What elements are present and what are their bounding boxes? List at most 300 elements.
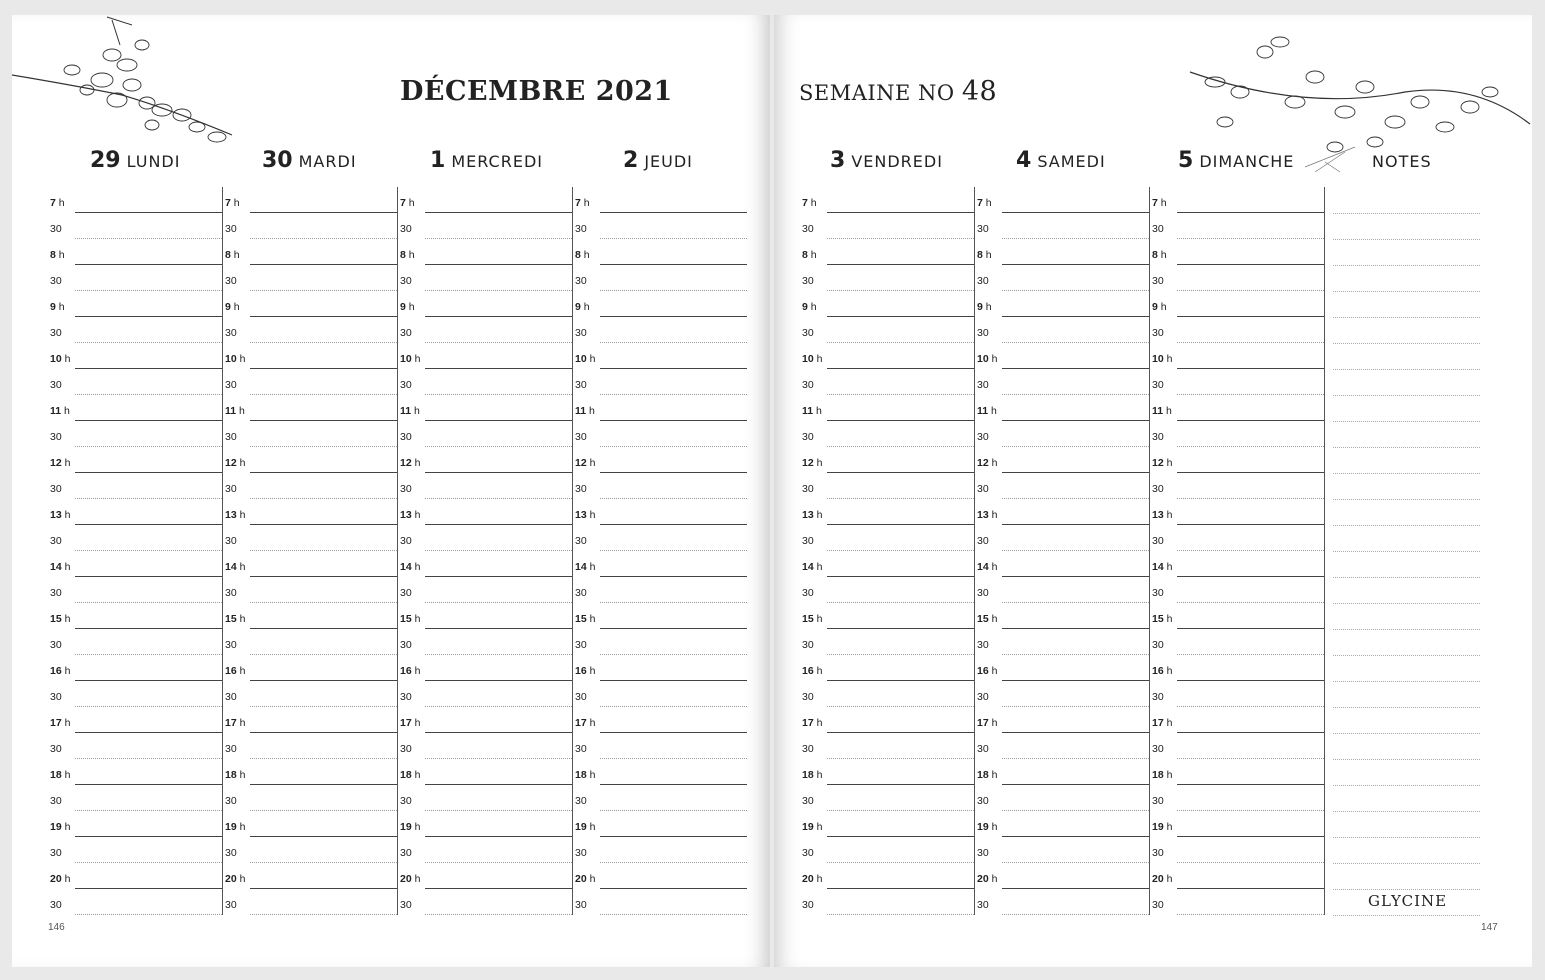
week-number: 48 [961,76,998,107]
half-hour-slot[interactable] [799,473,974,499]
writing-line [75,914,222,915]
hour-slot[interactable] [1149,811,1324,837]
half-hour-slot[interactable] [1149,265,1324,291]
hour-slot[interactable] [47,759,222,785]
hour-slot[interactable] [47,655,222,681]
time-label: 30 [575,743,587,755]
half-hour-slot[interactable] [47,837,222,863]
day-date: 2 [623,148,639,173]
half-hour-slot[interactable] [572,473,747,499]
hour-slot[interactable] [799,863,974,889]
hour-slot[interactable] [222,603,397,629]
half-hour-slot[interactable] [47,629,222,655]
time-label: 18 h [1152,769,1173,781]
half-hour-slot[interactable] [572,421,747,447]
hour-slot[interactable] [397,811,572,837]
hour-slot[interactable] [572,239,747,265]
half-hour-slot[interactable] [799,213,974,239]
time-label: 9 h [1152,301,1167,313]
time-label: 19 h [400,821,421,833]
day-header-thursday [623,148,693,173]
time-label: 30 [802,327,814,339]
hour-slot[interactable] [222,759,397,785]
half-hour-slot[interactable] [572,577,747,603]
half-hour-slot[interactable] [222,525,397,551]
hour-slot[interactable] [222,395,397,421]
half-hour-slot[interactable] [1149,317,1324,343]
half-hour-slot[interactable] [222,265,397,291]
time-label: 16 h [977,665,998,677]
half-hour-slot[interactable] [1149,213,1324,239]
day-header-saturday [1016,148,1106,173]
time-label: 30 [802,483,814,495]
hour-slot[interactable] [47,447,222,473]
week-title-prefix: SEMAINE NO [799,81,955,105]
hour-slot[interactable] [799,811,974,837]
hour-slot[interactable] [222,447,397,473]
hour-slot[interactable] [1149,291,1324,317]
hour-slot[interactable] [572,187,747,213]
time-label: 18 h [225,769,246,781]
half-hour-slot[interactable] [222,889,397,915]
half-hour-slot[interactable] [799,525,974,551]
time-label: 7 h [977,197,992,209]
time-label: 14 h [977,561,998,573]
time-label: 30 [802,587,814,599]
time-label: 15 h [977,613,998,625]
time-label: 30 [50,327,62,339]
half-hour-slot[interactable] [222,577,397,603]
time-label: 9 h [400,301,415,313]
hour-slot[interactable] [222,655,397,681]
half-hour-slot[interactable] [1149,629,1324,655]
hour-slot[interactable] [397,863,572,889]
half-hour-slot[interactable] [572,265,747,291]
hour-slot[interactable] [1149,655,1324,681]
hour-slot[interactable] [1149,343,1324,369]
half-hour-slot[interactable] [222,213,397,239]
time-label: 11 h [802,405,822,417]
hour-slot[interactable] [1149,759,1324,785]
time-label: 30 [802,899,814,911]
half-hour-slot[interactable] [799,369,974,395]
half-hour-slot[interactable] [974,889,1149,915]
half-hour-slot[interactable] [1149,577,1324,603]
hour-slot[interactable] [1149,239,1324,265]
hour-slot[interactable] [397,239,572,265]
time-label: 30 [1152,743,1164,755]
half-hour-slot[interactable] [1149,525,1324,551]
hour-slot[interactable] [974,239,1149,265]
time-label: 16 h [400,665,421,677]
note-line [1333,473,1480,474]
half-hour-slot[interactable] [572,733,747,759]
day-header-monday [90,148,180,173]
hour-slot[interactable] [799,551,974,577]
writing-line [1177,914,1324,915]
note-line [1333,733,1480,734]
half-hour-slot[interactable] [397,525,572,551]
time-label: 30 [225,535,237,547]
hour-slot[interactable] [974,395,1149,421]
half-hour-slot[interactable] [974,265,1149,291]
half-hour-slot[interactable] [974,213,1149,239]
half-hour-slot[interactable] [974,421,1149,447]
hour-slot[interactable] [47,707,222,733]
half-hour-slot[interactable] [47,733,222,759]
day-date: 30 [262,148,293,173]
half-hour-slot[interactable] [1149,421,1324,447]
time-label: 30 [802,379,814,391]
writing-line [1002,914,1149,915]
half-hour-slot[interactable] [799,317,974,343]
hour-slot[interactable] [572,291,747,317]
half-hour-slot[interactable] [974,733,1149,759]
hour-slot[interactable] [397,291,572,317]
half-hour-slot[interactable] [572,525,747,551]
page-number-left: 146 [48,922,65,933]
hour-slot[interactable] [799,499,974,525]
half-hour-slot[interactable] [974,369,1149,395]
note-line [1333,863,1480,864]
half-hour-slot[interactable] [222,421,397,447]
half-hour-slot[interactable] [1149,837,1324,863]
half-hour-slot[interactable] [47,317,222,343]
note-line [1333,525,1480,526]
hour-slot[interactable] [974,551,1149,577]
hour-slot[interactable] [1149,447,1324,473]
note-line [1333,239,1480,240]
half-hour-slot[interactable] [222,785,397,811]
note-line [1333,291,1480,292]
schedule-column-wednesday [397,187,573,915]
hour-slot[interactable] [572,343,747,369]
time-label: 30 [400,327,412,339]
hour-slot[interactable] [974,343,1149,369]
half-hour-slot[interactable] [47,265,222,291]
day-name: SAMEDI [1037,152,1106,171]
hour-slot[interactable] [222,187,397,213]
hour-slot[interactable] [974,187,1149,213]
half-hour-slot[interactable] [47,525,222,551]
hour-slot[interactable] [974,499,1149,525]
notes-area[interactable] [1333,187,1480,915]
hour-slot[interactable] [397,655,572,681]
hour-slot[interactable] [397,499,572,525]
time-label: 13 h [400,509,421,521]
hour-slot[interactable] [799,447,974,473]
hour-slot[interactable] [799,707,974,733]
half-hour-slot[interactable] [974,785,1149,811]
hour-slot[interactable] [47,603,222,629]
time-label: 30 [225,275,237,287]
half-hour-slot[interactable] [47,473,222,499]
half-hour-slot[interactable] [572,785,747,811]
hour-slot[interactable] [572,395,747,421]
time-label: 30 [802,275,814,287]
time-label: 8 h [802,249,817,261]
hour-slot[interactable] [222,551,397,577]
time-label: 12 h [50,457,71,469]
hour-slot[interactable] [222,239,397,265]
time-label: 30 [575,275,587,287]
half-hour-slot[interactable] [47,421,222,447]
half-hour-slot[interactable] [799,629,974,655]
half-hour-slot[interactable] [397,681,572,707]
half-hour-slot[interactable] [572,213,747,239]
hour-slot[interactable] [974,707,1149,733]
note-line [1333,317,1480,318]
hour-slot[interactable] [47,551,222,577]
half-hour-slot[interactable] [572,369,747,395]
note-line [1333,395,1480,396]
half-hour-slot[interactable] [974,629,1149,655]
half-hour-slot[interactable] [1149,369,1324,395]
hour-slot[interactable] [397,603,572,629]
half-hour-slot[interactable] [1149,733,1324,759]
time-label: 19 h [50,821,71,833]
hour-slot[interactable] [572,447,747,473]
half-hour-slot[interactable] [1149,681,1324,707]
time-label: 30 [1152,379,1164,391]
half-hour-slot[interactable] [1149,889,1324,915]
hour-slot[interactable] [222,863,397,889]
note-line [1333,343,1480,344]
hour-slot[interactable] [572,811,747,837]
half-hour-slot[interactable] [799,421,974,447]
half-hour-slot[interactable] [974,317,1149,343]
time-label: 30 [50,691,62,703]
hour-slot[interactable] [397,343,572,369]
hour-slot[interactable] [397,447,572,473]
time-label: 17 h [1152,717,1173,729]
half-hour-slot[interactable] [974,525,1149,551]
time-label: 15 h [1152,613,1173,625]
hour-slot[interactable] [222,811,397,837]
half-hour-slot[interactable] [572,837,747,863]
time-label: 9 h [802,301,817,313]
hour-slot[interactable] [974,863,1149,889]
hour-slot[interactable] [1149,863,1324,889]
hour-slot[interactable] [397,707,572,733]
notes-header: NOTES [1372,152,1432,171]
time-label: 30 [1152,899,1164,911]
half-hour-slot[interactable] [397,733,572,759]
time-label: 13 h [575,509,596,521]
time-label: 30 [225,223,237,235]
hour-slot[interactable] [397,759,572,785]
hour-slot[interactable] [974,447,1149,473]
half-hour-slot[interactable] [397,369,572,395]
time-label: 14 h [50,561,71,573]
time-label: 30 [50,847,62,859]
hour-slot[interactable] [799,239,974,265]
time-label: 17 h [802,717,823,729]
half-hour-slot[interactable] [397,785,572,811]
half-hour-slot[interactable] [397,889,572,915]
page-number-right: 147 [1481,922,1498,933]
half-hour-slot[interactable] [799,265,974,291]
half-hour-slot[interactable] [397,421,572,447]
time-label: 13 h [1152,509,1173,521]
half-hour-slot[interactable] [397,837,572,863]
half-hour-slot[interactable] [974,577,1149,603]
hour-slot[interactable] [222,343,397,369]
hour-slot[interactable] [1149,707,1324,733]
hour-slot[interactable] [974,655,1149,681]
hour-slot[interactable] [47,863,222,889]
time-label: 8 h [575,249,590,261]
time-label: 30 [400,431,412,443]
half-hour-slot[interactable] [974,473,1149,499]
hour-slot[interactable] [1149,603,1324,629]
hour-slot[interactable] [974,759,1149,785]
hour-slot[interactable] [572,655,747,681]
time-label: 30 [50,899,62,911]
note-line [1333,681,1480,682]
time-label: 18 h [400,769,421,781]
half-hour-slot[interactable] [222,369,397,395]
time-label: 12 h [400,457,421,469]
time-label: 14 h [1152,561,1173,573]
hour-slot[interactable] [974,603,1149,629]
hour-slot[interactable] [974,291,1149,317]
hour-slot[interactable] [397,551,572,577]
half-hour-slot[interactable] [47,681,222,707]
hour-slot[interactable] [47,187,222,213]
time-label: 30 [802,639,814,651]
half-hour-slot[interactable] [47,369,222,395]
time-label: 30 [400,379,412,391]
hour-slot[interactable] [799,395,974,421]
time-label: 30 [802,691,814,703]
half-hour-slot[interactable] [222,473,397,499]
hour-slot[interactable] [222,707,397,733]
hour-slot[interactable] [799,759,974,785]
hour-slot[interactable] [1149,551,1324,577]
hour-slot[interactable] [397,187,572,213]
half-hour-slot[interactable] [974,681,1149,707]
hour-slot[interactable] [397,395,572,421]
half-hour-slot[interactable] [799,681,974,707]
hour-slot[interactable] [1149,499,1324,525]
day-date: 29 [90,148,121,173]
half-hour-slot[interactable] [397,473,572,499]
time-label: 30 [1152,223,1164,235]
hour-slot[interactable] [799,603,974,629]
day-name: JEUDI [644,152,693,171]
time-label: 14 h [225,561,246,573]
hour-slot[interactable] [47,499,222,525]
half-hour-slot[interactable] [222,837,397,863]
half-hour-slot[interactable] [799,577,974,603]
day-name: MERCREDI [451,152,543,171]
half-hour-slot[interactable] [1149,473,1324,499]
hour-slot[interactable] [1149,187,1324,213]
time-label: 30 [50,535,62,547]
time-label: 30 [977,795,989,807]
time-label: 15 h [225,613,246,625]
hour-slot[interactable] [222,291,397,317]
half-hour-slot[interactable] [222,629,397,655]
time-label: 30 [977,327,989,339]
half-hour-slot[interactable] [799,837,974,863]
half-hour-slot[interactable] [799,889,974,915]
hour-slot[interactable] [47,811,222,837]
half-hour-slot[interactable] [397,577,572,603]
flower-caption: GLYCINE [1368,892,1448,910]
note-line [1333,915,1480,916]
time-label: 30 [977,223,989,235]
half-hour-slot[interactable] [222,733,397,759]
half-hour-slot[interactable] [572,681,747,707]
time-label: 30 [977,483,989,495]
half-hour-slot[interactable] [397,265,572,291]
hour-slot[interactable] [799,343,974,369]
half-hour-slot[interactable] [47,213,222,239]
hour-slot[interactable] [799,187,974,213]
hour-slot[interactable] [572,707,747,733]
schedule-column-saturday [974,187,1150,915]
half-hour-slot[interactable] [572,889,747,915]
hour-slot[interactable] [799,291,974,317]
hour-slot[interactable] [47,343,222,369]
hour-slot[interactable] [572,551,747,577]
time-label: 15 h [50,613,71,625]
hour-slot[interactable] [974,811,1149,837]
note-line [1333,265,1480,266]
time-label: 13 h [802,509,823,521]
hour-slot[interactable] [572,759,747,785]
half-hour-slot[interactable] [1149,785,1324,811]
time-label: 14 h [400,561,421,573]
half-hour-slot[interactable] [974,837,1149,863]
month-title: DÉCEMBRE 2021 [400,76,673,107]
writing-line [600,914,747,915]
time-label: 30 [1152,587,1164,599]
half-hour-slot[interactable] [799,733,974,759]
half-hour-slot[interactable] [572,629,747,655]
hour-slot[interactable] [572,499,747,525]
hour-slot[interactable] [47,291,222,317]
hour-slot[interactable] [47,395,222,421]
hour-slot[interactable] [572,863,747,889]
time-label: 20 h [1152,873,1173,885]
hour-slot[interactable] [222,499,397,525]
half-hour-slot[interactable] [222,317,397,343]
half-hour-slot[interactable] [222,681,397,707]
time-label: 17 h [575,717,596,729]
time-label: 30 [802,795,814,807]
half-hour-slot[interactable] [572,317,747,343]
time-label: 18 h [977,769,998,781]
schedule-column-sunday [1149,187,1325,915]
hour-slot[interactable] [572,603,747,629]
half-hour-slot[interactable] [799,785,974,811]
note-line [1333,889,1480,890]
half-hour-slot[interactable] [397,317,572,343]
half-hour-slot[interactable] [47,785,222,811]
half-hour-slot[interactable] [47,889,222,915]
hour-slot[interactable] [47,239,222,265]
note-line [1333,655,1480,656]
hour-slot[interactable] [799,655,974,681]
half-hour-slot[interactable] [397,629,572,655]
hour-slot[interactable] [1149,395,1324,421]
half-hour-slot[interactable] [47,577,222,603]
half-hour-slot[interactable] [397,213,572,239]
time-label: 20 h [977,873,998,885]
